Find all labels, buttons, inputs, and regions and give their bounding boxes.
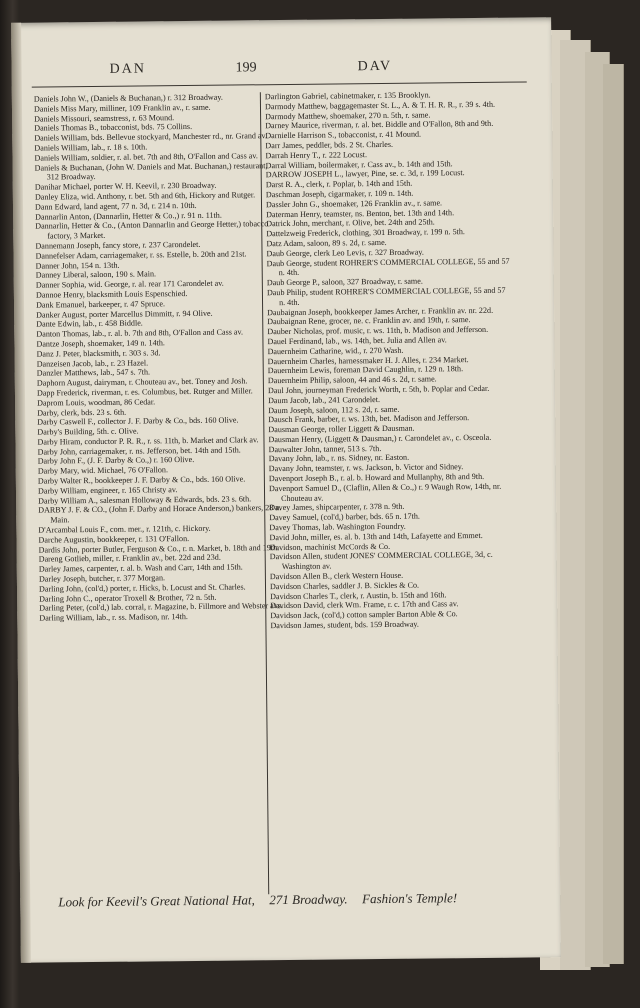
directory-entry: Davey James, shipcarpenter, r. 378 n. 9th. <box>269 502 405 513</box>
directory-entry: Darney Maurice, riverman, r. al. bet. Biddle and O'Fallon, 8th and 9th. <box>265 119 494 131</box>
left-column <box>34 92 284 624</box>
directory-entry: Dannarlin Anton, (Dannarlin, Hetter & Co.,) r. 91 n. 11th. <box>35 210 222 222</box>
directory-entry: Davany John, lab., r. ns. Sidney, nr. Easton. <box>268 453 410 464</box>
directory-entry: Daniels & Buchanan, (John W. Daniels and Mat. Buchanan,) restaurant, 312 Broadway. <box>34 160 268 182</box>
directory-entry: Danney Liberal, saloon, 190 s. Main. <box>35 269 157 280</box>
directory-entry: Darst R. A., clerk, r. Poplar, b. 14th and 15th. <box>265 178 413 190</box>
directory-entry: Danker August, porter Marcellus Dimmitt, r. 94 Olive. <box>36 308 213 320</box>
directory-entry: Danton Thomas, lab., r. al. b. 7th and 8th, O'Fallon and Cass av. <box>36 327 244 339</box>
directory-entry: Dauwalter John, tanner, 513 s. 7th. <box>268 443 382 454</box>
directory-entry: Dannoe Henry, blacksmith Louis Espenschied. <box>35 288 188 300</box>
directory-entry: Davey Samuel, (col'd,) barber, bds. 65 n. 17th. <box>269 511 420 523</box>
directory-entry: Darr James, peddler, bds. 2 St. Charles. <box>265 139 394 151</box>
directory-entry: Dannefelser Adam, carriagemaker, r. ss. Estelle, b. 20th and 21st. <box>35 249 247 261</box>
directory-entry: Dausch Frank, barber, r. ws. 13th, bet. Madison and Jefferson. <box>268 413 470 425</box>
directory-entry: Datz Adam, saloon, 89 s. 2d, r. same. <box>266 237 387 249</box>
directory-entry: Daniels Thomas B., tobacconist, bds. 75 Collins. <box>34 122 193 134</box>
page-gutter <box>11 23 31 963</box>
directory-entry: Darby's Building, 5th. c. Olive. <box>37 426 139 437</box>
directory-entry: Darby Walter R., bookkeeper J. F. Darby & Co., bds. 160 Olive. <box>37 474 246 486</box>
directory-entry: Danley Eliza, wid. Anthony, r. bet. 5th and 6th, Hickory and Rutger. <box>34 190 256 202</box>
directory-entry: Darby Hiram, conductor P. R. R., r. ss. 11th, b. Market and Clark av. <box>37 435 259 447</box>
directory-entry: Dattelzweig Frederick, clothing, 301 Broadway, r. 199 n. 5th. <box>266 227 465 239</box>
directory-entry: Daul John, journeyman Frederick Worth, r. 5th, b. Poplar and Cedar. <box>267 383 490 396</box>
directory-entry: Danihar Michael, porter W. H. Keevil, r. 230 Broadway. <box>34 180 217 192</box>
directory-entry: Darby Caswell F., collector J. F. Darby & Co., bds. 160 Olive. <box>37 415 239 427</box>
directory-entry: Daum Jacob, lab., 241 Carondelet. <box>268 394 381 405</box>
directory-entry: Dank Emanuel, barkeeper, r. 47 Spruce. <box>36 298 165 310</box>
directory-entry: Darby William, engineer, r. 165 Christy av. <box>37 485 178 496</box>
directory-entry: Davidson James, student, bds. 159 Broadway. <box>270 619 419 631</box>
directory-entry: Dapp Frederick, riverman, r. es. Columbus, bet. Rutger and Miller. <box>36 386 253 398</box>
directory-entry: Dann Edward, land agent, 77 n. 3d, r. 214 n. 10th. <box>34 200 197 212</box>
directory-entry: Dauber Nicholas, prof. music, r. ws. 11th, b. Madison and Jefferson. <box>267 325 489 337</box>
directory-entry: Daub Philip, student ROHRER'S COMMERCIAL COLLEGE, 55 and 57 n. 4th. <box>266 285 506 307</box>
directory-entry: Davidson Charles T., clerk, r. Austin, b. 15th and 16th. <box>270 589 447 601</box>
directory-entry: Dauernheim Charles, harnessmaker H. J. Alles, r. 234 Market. <box>267 354 469 366</box>
directory-entry: Danner John, 154 n. 13th. <box>35 260 120 271</box>
directory-entry: Darrah Henry T., r. 222 Locust. <box>265 149 368 160</box>
directory-entry: Darlington Gabriel, cabinetmaker, r. 135 Brooklyn. <box>264 90 431 102</box>
directory-entry: Daub George, student ROHRER'S COMMERCIAL COLLEGE, 55 and 57 n. 4th. <box>266 256 510 278</box>
directory-entry: DARROW JOSEPH L., lawyer, Pine, se. c. 3d, r. 199 Locust. <box>265 168 465 180</box>
directory-entry: Davidson David, clerk Wm. Frame, r. c. 17th and Cass av. <box>270 599 459 611</box>
directory-entry: Dannemann Joseph, fancy store, r. 237 Carondelet. <box>35 239 201 251</box>
directory-entry: Darley James, carpenter, r. al. b. Wash and Carr, 14th and 15th. <box>38 562 243 574</box>
directory-entry: Darling William, lab., r. ss. Madison, nr. 14th. <box>39 612 188 623</box>
directory-entry: Dardis John, porter Butler, Ferguson & Co., r. n. Market, b. 18th and 19th. <box>38 542 280 555</box>
page-number: 199 <box>235 60 257 76</box>
directory-entry: Darling John C., operator Troxell & Brother, 72 n. 5th. <box>39 592 217 604</box>
directory-entry: Darnielle Harrison S., tobacconist, r. 41 Mound. <box>265 129 422 141</box>
directory-entry: Davey Thomas, lab. Washington Foundry. <box>269 521 406 533</box>
directory-entry: Darby, clerk, bds. 23 s. 6th. <box>37 407 127 418</box>
directory-entry: Davenport Joseph B., r. al. b. Howard and Mullanphy, 8th and 9th. <box>268 472 485 484</box>
directory-entry: Daniels John W., (Daniels & Buchanan,) r. 312 Broadway. <box>33 92 223 104</box>
directory-entry: Daniels Miss Mary, milliner, 109 Franklin av., r. same. <box>33 102 211 114</box>
header-right-guide-word: DAV <box>357 58 393 75</box>
directory-entry: Davidson Allen, student JONES' COMMERCIAL COLLEGE, 3d, c. Washington av. <box>269 550 493 572</box>
directory-entry: Dante Edwin, lab., r. 458 Biddle. <box>36 318 143 329</box>
directory-entry: Daphorn August, dairyman, r. Chouteau av., bet. Toney and Josh. <box>36 376 248 388</box>
footer-ad-text: Look for Keevil's Great National Hat, <box>58 892 255 910</box>
directory-entry: Dauel Ferdinand, lab., ws. 14th, bet. Julia and Allen av. <box>267 335 447 347</box>
directory-entry: Danzeisen Jacob, lab., r. 23 Hazel. <box>36 357 149 369</box>
directory-entry: Danzler Matthews, lab., 547 s. 7th. <box>36 367 151 378</box>
directory-entry: Davidson Charles, saddler J. B. Sickles & Co. <box>269 580 420 592</box>
directory-entry: Dauernheim Philip, saloon, 44 and 46 s. 2d, r. same. <box>267 374 437 386</box>
directory-entry: Daubaignan Rene, grocer, ne. c. Franklin av. and 19th, r. same. <box>267 315 471 327</box>
directory-entry: Datrick John, merchant, r. Olive, bet. 24th and 25th. <box>266 217 435 229</box>
directory-entry: Davenport Samuel D., (Claflin, Allen & Co.,) r. 9 Waugh Row, 14th, nr. Chouteau av. <box>268 481 502 503</box>
directory-entry: David John, miller, es. al. b. 13th and 14th, Lafayette and Emmet. <box>269 530 483 543</box>
directory-entry: Darby Mary, wid. Michael, 76 O'Fallon. <box>37 465 169 476</box>
directory-entry: Dauernheim Catharine, wid., r. 270 Wash. <box>267 345 404 356</box>
directory-entry: Darling John, (col'd,) porter, r. Hicks, b. Locust and St. Charles. <box>38 582 246 594</box>
directory-entry: Darby William A., salesman Holloway & Edwards, bds. 23 s. 6th. <box>38 494 252 506</box>
directory-entry: Davany John, teamster, r. ws. Jackson, b. Victor and Sidney. <box>268 462 464 474</box>
directory-entry: Darby John, carriagemaker, r. ns. Jefferson, bet. 14th and 15th. <box>37 445 241 457</box>
right-column <box>265 90 515 631</box>
directory-entry: Davidson Allen B., clerk Western House. <box>269 570 404 582</box>
footer-ad-slogan: Fashion's Temple! <box>362 890 458 907</box>
directory-entry: Daterman Henry, teamster, ns. Benton, bet. 13th and 14th. <box>266 207 455 219</box>
directory-entry: Daniels William, soldier, r. al. bet. 7th and 8th, O'Fallon and Cass av. <box>34 151 258 163</box>
directory-entry: Daschman Joseph, cigarmaker, r. 109 n. 14th. <box>265 188 414 200</box>
directory-entry: Davidson, machinist McCords & Co. <box>269 541 391 552</box>
directory-entry: Daub George, clerk Leo Levis, r. 327 Broadway. <box>266 247 424 258</box>
directory-entry: Dausman George, roller Liggett & Dausman. <box>268 423 415 435</box>
directory-entry: Dassler John G., shoemaker, 126 Franklin av., r. same. <box>265 198 443 209</box>
directory-entry: Daubaignan Joseph, bookkeeper James Archer, r. Franklin av. nr. 22d. <box>267 305 494 317</box>
directory-entry: Danner Sophia, wid. George, r. al. rear 171 Carondelet av. <box>35 278 224 290</box>
directory-entry: Dannarlin, Hetter & Co., (Anton Dannarlin and George Hetter,) tobacco factory, 3 Market. <box>35 219 269 241</box>
directory-entry: Darley Joseph, butcher, r. 377 Morgan. <box>38 573 166 584</box>
directory-entry: Daniels Missouri, seamstress, r. 63 Mound. <box>34 112 175 124</box>
directory-entry: Darral William, boilermaker, r. Cass av., b. 14th and 15th. <box>265 158 453 170</box>
directory-entry: Darmody Matthew, baggagemaster St. L., A. & T. H. R. R., r. 39 s. 4th. <box>264 99 496 111</box>
directory-entry: Dausman Henry, (Liggett & Dausman,) r. Carondelet av., c. Osceola. <box>268 432 492 445</box>
directory-entry: D'Arcambal Louis F., com. mer., r. 121th, c. Hickory. <box>38 523 211 535</box>
advertisement-footer <box>58 889 538 910</box>
directory-entry: Darby John F., (J. F. Darby & Co.,) r. 160 Olive. <box>37 455 195 467</box>
page-edge <box>603 64 624 964</box>
directory-page <box>11 17 561 963</box>
directory-entry: Darmody Matthew, shoemaker, 270 n. 5th, r. same. <box>265 110 431 121</box>
directory-entry: Daub George P., saloon, 327 Broadway, r. same. <box>266 276 423 288</box>
footer-ad-address: 271 Broadway. <box>269 891 348 908</box>
directory-entry: Davidson Jack, (col'd,) cotton sampler Barton Able & Co. <box>270 609 458 621</box>
directory-entry: Daprom Louis, woodman, 86 Cedar. <box>37 397 156 408</box>
directory-entry: Daniels William, bds. Bellevue stockyard, Manchester rd., nr. Grand av. <box>34 131 268 143</box>
header-left-guide-word: DAN <box>109 61 147 77</box>
directory-entry: Darling Peter, (col'd,) lab. corral, r. Magazine, b. Fillmore and Webster avs. <box>39 601 284 614</box>
directory-entry: Dareng Gotlieb, miller, r. Franklin av., bet. 22d and 23d. <box>38 553 221 565</box>
directory-entry: Danz J. Peter, blacksmith, r. 303 s. 3d. <box>36 348 161 359</box>
directory-entry: Dauernheim Lewis, foreman David Caughlin, r. 129 n. 18th. <box>267 364 464 376</box>
directory-entry: Dantze Joseph, shoemaker, 149 n. 14th. <box>36 338 165 349</box>
directory-entry: Darche Augustin, bookkeeper, r. 131 O'Fallon. <box>38 533 190 545</box>
directory-entry: DARBY J. F. & CO., (John F. Darby and Horace Anderson,) bankers, 28 n. Main. <box>38 503 282 525</box>
directory-entry: Daum Joseph, saloon, 112 s. 2d, r. same. <box>268 404 400 415</box>
directory-entry: Daniels William, lab., r. 18 s. 10th. <box>34 142 148 153</box>
